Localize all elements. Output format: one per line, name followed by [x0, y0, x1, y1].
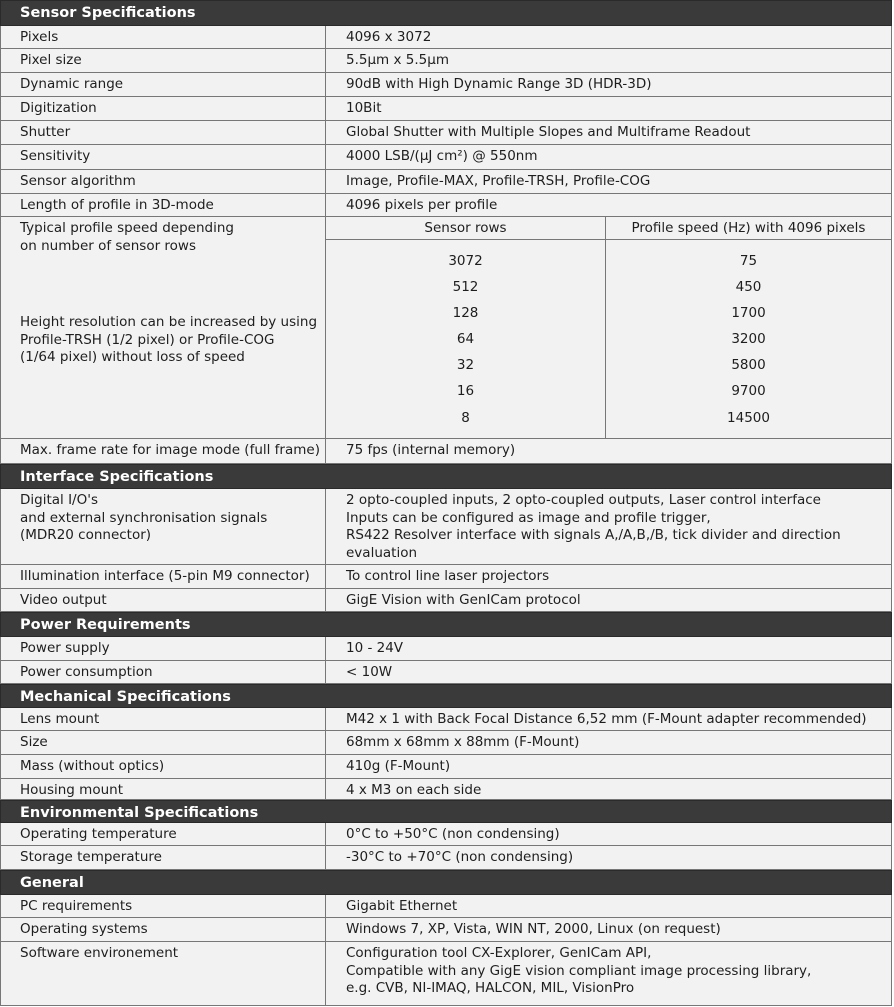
section-header-general: General — [0, 870, 892, 895]
value-line: Inputs can be configured as image and profile trigger, — [346, 509, 711, 526]
profile-speed-label-cell — [1, 217, 326, 438]
row-label: Software environement — [1, 942, 326, 1005]
row-label: Size — [1, 731, 326, 754]
row-value: 75 fps (internal memory) — [346, 442, 516, 458]
sensor-rows-value: 32 — [456, 357, 475, 373]
row-pc-requirements — [0, 895, 892, 918]
row-sensitivity — [0, 145, 892, 170]
profile-speed-value: 75 — [739, 253, 758, 269]
row-video-output — [0, 589, 892, 612]
profile-speed-value: 1700 — [731, 305, 766, 321]
sensor-rows-column — [326, 217, 606, 438]
row-value: -30°C to +70°C (non condensing) — [346, 849, 574, 865]
value-line: 2 opto-coupled inputs, 2 opto-coupled outputs, Laser control interface — [346, 492, 821, 508]
profile-speed-value: 3200 — [731, 331, 766, 347]
section-header-power: Power Requirements — [0, 612, 892, 637]
sensor-rows-value: 3072 — [448, 253, 483, 269]
row-power-consumption — [0, 661, 892, 684]
row-label: Video output — [1, 589, 326, 611]
row-sensor-algorithm — [0, 170, 892, 194]
label-line: (MDR20 connector) — [20, 527, 152, 543]
row-label: PC requirements — [1, 895, 326, 917]
row-value: 90dB with High Dynamic Range 3D (HDR-3D) — [346, 76, 652, 92]
row-profile-length — [0, 194, 892, 217]
note-line: Profile-TRSH (1/2 pixel) or Profile-COG — [20, 331, 275, 348]
row-label: Max. frame rate for image mode (full frame) — [1, 439, 326, 463]
row-label: Operating systems — [1, 918, 326, 941]
row-label: Lens mount — [1, 708, 326, 730]
row-size — [0, 731, 892, 755]
row-software-environment — [0, 942, 892, 1006]
row-value: Global Shutter with Multiple Slopes and Multiframe Readout — [346, 124, 751, 140]
section-header-mechanical: Mechanical Specifications — [0, 684, 892, 708]
row-value: 4096 x 3072 — [346, 29, 432, 45]
profile-speed-value: 14500 — [727, 410, 770, 426]
row-digital-io — [0, 489, 892, 565]
row-label: Dynamic range — [1, 73, 326, 96]
row-value: To control line laser projectors — [346, 568, 550, 584]
row-label: Power supply — [1, 637, 326, 660]
row-pixel-size — [0, 49, 892, 73]
section-header-environmental: Environmental Specifications — [0, 800, 892, 823]
row-value — [326, 942, 891, 1005]
row-storage-temperature — [0, 846, 892, 870]
value-line: e.g. CVB, NI-IMAQ, HALCON, MIL, VisionPro — [346, 980, 635, 996]
row-value: GigE Vision with GenICam protocol — [346, 592, 581, 608]
row-profile-speed — [0, 217, 892, 439]
row-label: Length of profile in 3D-mode — [1, 194, 326, 216]
note-line: (1/64 pixel) without loss of speed — [20, 349, 245, 365]
row-value: Gigabit Ethernet — [346, 898, 458, 914]
value-line: evaluation — [346, 544, 418, 561]
row-label — [1, 489, 326, 564]
profile-speed-label-line: on number of sensor rows — [20, 237, 197, 254]
row-value: Windows 7, XP, Vista, WIN NT, 2000, Linux (on request) — [346, 921, 721, 937]
label-line: and external synchronisation signals — [20, 509, 268, 526]
sensor-rows-value: 16 — [456, 383, 475, 399]
sensor-rows-value: 512 — [452, 279, 479, 295]
row-housing-mount — [0, 779, 892, 800]
row-value: 4096 pixels per profile — [346, 197, 498, 213]
row-value: 0°C to +50°C (non condensing) — [346, 826, 560, 842]
row-value — [326, 489, 891, 564]
row-label: Sensitivity — [1, 145, 326, 169]
section-header-interface: Interface Specifications — [0, 464, 892, 489]
profile-speed-value: 9700 — [731, 383, 766, 399]
sensor-rows-value: 64 — [456, 331, 475, 347]
profile-speed-note — [20, 314, 317, 367]
row-mass — [0, 755, 892, 779]
row-value: 68mm x 68mm x 88mm (F-Mount) — [346, 734, 580, 750]
row-value: < 10W — [346, 664, 393, 680]
row-dynamic-range — [0, 73, 892, 97]
row-value: 10 - 24V — [346, 640, 404, 656]
row-label: Sensor algorithm — [1, 170, 326, 193]
row-power-supply — [0, 637, 892, 661]
value-line: Configuration tool CX-Explorer, GenICam API, — [346, 945, 652, 961]
row-label: Mass (without optics) — [1, 755, 326, 778]
row-operating-systems — [0, 918, 892, 942]
row-label: Illumination interface (5-pin M9 connector) — [1, 565, 326, 588]
row-operating-temperature — [0, 823, 892, 846]
value-line: RS422 Resolver interface with signals A,/A,B,/B, tick divider and direction — [346, 527, 841, 543]
row-value: Image, Profile-MAX, Profile-TRSH, Profile-COG — [346, 173, 651, 189]
row-value: 10Bit — [346, 100, 382, 116]
row-digitization — [0, 97, 892, 121]
value-line: Compatible with any GigE vision compliant image processing library, — [346, 962, 812, 979]
row-lens-mount — [0, 708, 892, 731]
row-label: Storage temperature — [1, 846, 326, 869]
profile-speed-value: 450 — [735, 279, 762, 295]
label-line: Digital I/O's — [20, 492, 98, 508]
row-label: Power consumption — [1, 661, 326, 683]
profile-speed-header: Profile speed (Hz) with 4096 pixels — [606, 217, 891, 240]
row-label: Housing mount — [1, 779, 326, 799]
row-value: M42 x 1 with Back Focal Distance 6,52 mm (F-Mount adapter recommended) — [346, 711, 867, 727]
sensor-rows-header: Sensor rows — [326, 217, 605, 240]
row-value: 4 x M3 on each side — [346, 782, 482, 798]
profile-speed-column — [606, 217, 891, 438]
row-value: 410g (F-Mount) — [346, 758, 451, 774]
note-line: Height resolution can be increased by using — [20, 314, 318, 330]
sensor-rows-value: 128 — [452, 305, 479, 321]
row-label: Digitization — [1, 97, 326, 120]
profile-speed-label-line: Typical profile speed depending — [20, 220, 234, 236]
row-label: Pixels — [1, 26, 326, 48]
sensor-rows-value: 8 — [461, 410, 470, 426]
row-value: 4000 LSB/(µJ cm²) @ 550nm — [346, 148, 538, 164]
row-illumination — [0, 565, 892, 589]
row-pixels — [0, 26, 892, 49]
profile-speed-value: 5800 — [731, 357, 766, 373]
row-value: 5.5µm x 5.5µm — [346, 52, 449, 68]
row-shutter — [0, 121, 892, 145]
row-label: Shutter — [1, 121, 326, 144]
section-header-sensor: Sensor Specifications — [0, 0, 892, 26]
row-label: Pixel size — [1, 49, 326, 72]
row-max-frame-rate — [0, 439, 892, 464]
row-label: Operating temperature — [1, 823, 326, 845]
